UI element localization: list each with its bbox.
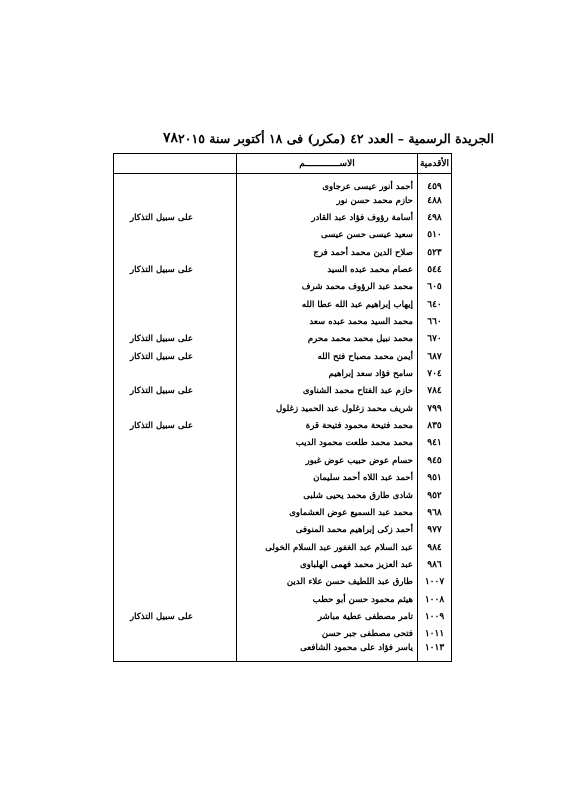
note-cell <box>114 435 237 452</box>
note-cell <box>114 470 237 487</box>
seniority-cell: ٥٢٣ <box>418 244 452 261</box>
seniority-cell: ٧٩٩ <box>418 400 452 417</box>
table-row <box>114 244 452 261</box>
name-cell: محمد عبد السميع عوض العشماوى <box>237 504 418 521</box>
table-row <box>114 279 452 296</box>
note-cell <box>114 227 237 244</box>
name-cell: سامح فؤاد سعد إبراهيم <box>237 365 418 382</box>
table-row <box>114 348 452 365</box>
name-cell: طارق عبد اللطيف حسن علاء الدين <box>237 574 418 591</box>
page-number: ٧٨ <box>163 130 179 146</box>
table-row <box>114 261 452 278</box>
note-cell <box>114 192 237 209</box>
name-cell: محمد نبيل محمد محمد محرم <box>237 331 418 348</box>
table-body <box>114 174 452 662</box>
seniority-cell: ٦٦٠ <box>418 313 452 330</box>
seniority-cell: ٩٥٢ <box>418 487 452 504</box>
name-cell: إيهاب إبراهيم عبد الله عطا الله <box>237 296 418 313</box>
seniority-cell: ١٠٠٨ <box>418 591 452 608</box>
table-row <box>114 417 452 434</box>
name-cell: عبد السلام عبد الغفور عبد السلام الخولى <box>237 539 418 556</box>
note-cell <box>114 522 237 539</box>
seniority-cell: ٩٤٥ <box>418 452 452 469</box>
table-row <box>114 365 452 382</box>
note-cell <box>114 244 237 261</box>
note-cell <box>114 400 237 417</box>
table-row <box>114 313 452 330</box>
table-row <box>114 174 452 193</box>
table-row <box>114 296 452 313</box>
note-column-header <box>114 154 237 174</box>
seniority-cell: ٤٥٩ <box>418 174 452 193</box>
table-row <box>114 574 452 591</box>
seniority-cell: ٦٠٥ <box>418 279 452 296</box>
name-cell: أسامة رؤوف فؤاد عبد القادر <box>237 209 418 226</box>
seniority-cell: ٦٨٧ <box>418 348 452 365</box>
seniority-cell: ٧٠٤ <box>418 365 452 382</box>
seniority-cell: ٥١٠ <box>418 227 452 244</box>
seniority-cell: ٤٨٨ <box>418 192 452 209</box>
note-cell <box>114 556 237 573</box>
seniority-cell: ٩٨٤ <box>418 539 452 556</box>
name-cell: هيثم محمود حسن أبو حطب <box>237 591 418 608</box>
name-cell: شادى طارق محمد يحيى شلبى <box>237 487 418 504</box>
note-cell <box>114 591 237 608</box>
table-row <box>114 209 452 226</box>
table-header-row <box>114 154 452 174</box>
table-row <box>114 487 452 504</box>
seniority-table <box>113 153 452 662</box>
table-row <box>114 539 452 556</box>
name-cell: محمد السيد محمد عبده سعد <box>237 313 418 330</box>
seniority-cell: ٩٨٦ <box>418 556 452 573</box>
note-cell <box>114 487 237 504</box>
note-cell <box>114 539 237 556</box>
name-cell: صلاح الدين محمد أحمد فرج <box>237 244 418 261</box>
note-cell <box>114 174 237 193</box>
table-row <box>114 227 452 244</box>
note-cell: على سبيل التذكار <box>114 209 237 226</box>
name-cell: محمد محمد طلعت محمود الديب <box>237 435 418 452</box>
note-cell <box>114 643 237 662</box>
name-cell: محمد عبد الرؤوف محمد شرف <box>237 279 418 296</box>
name-cell: أحمد أنور عيسى عرجاوى <box>237 174 418 193</box>
name-cell: عصام محمد عبده السيد <box>237 261 418 278</box>
note-cell: على سبيل التذكار <box>114 383 237 400</box>
table-row <box>114 643 452 662</box>
seniority-cell: ٨٣٥ <box>418 417 452 434</box>
note-cell <box>114 626 237 643</box>
note-cell: على سبيل التذكار <box>114 331 237 348</box>
seniority-cell: ١٠١٣ <box>418 643 452 662</box>
name-cell: أحمد عبد اللاه أحمد سليمان <box>237 470 418 487</box>
table-row <box>114 591 452 608</box>
seniority-cell: ٤٩٨ <box>418 209 452 226</box>
note-cell <box>114 452 237 469</box>
table-row <box>114 626 452 643</box>
seniority-cell: ٦٧٠ <box>418 331 452 348</box>
name-cell: أحمد زكى إبراهيم محمد المنوفى <box>237 522 418 539</box>
note-cell: على سبيل التذكار <box>114 417 237 434</box>
name-cell: سعيد عيسى حسن عيسى <box>237 227 418 244</box>
note-cell: على سبيل التذكار <box>114 348 237 365</box>
note-cell <box>114 504 237 521</box>
name-cell: عبد العزيز محمد فهمى الهلباوى <box>237 556 418 573</box>
seniority-cell: ٩٧٧ <box>418 522 452 539</box>
seniority-cell: ٩٤١ <box>418 435 452 452</box>
page-header <box>149 130 494 146</box>
table-row <box>114 435 452 452</box>
note-cell <box>114 313 237 330</box>
note-cell <box>114 296 237 313</box>
seniority-cell: ٧٨٤ <box>418 383 452 400</box>
name-cell: محمد فتيحة محمود فتيحة قرة <box>237 417 418 434</box>
table-row <box>114 400 452 417</box>
seniority-cell: ١٠٠٩ <box>418 608 452 625</box>
name-cell: حازم عبد الفتاح محمد الشناوى <box>237 383 418 400</box>
table-row <box>114 192 452 209</box>
table-row <box>114 383 452 400</box>
name-cell: شريف محمد زغلول عبد الحميد زغلول <box>237 400 418 417</box>
note-cell <box>114 365 237 382</box>
table-row <box>114 556 452 573</box>
table-row <box>114 331 452 348</box>
seniority-cell: ٩٥١ <box>418 470 452 487</box>
table-row <box>114 470 452 487</box>
publication-line: الجريدة الرسمية – العدد ٤٢ (مكرر) فى ١٨ أكتوبر سنة ٢٠١٥ <box>178 130 494 146</box>
note-cell: على سبيل التذكار <box>114 608 237 625</box>
seniority-column-header: الأقدمية <box>418 154 452 174</box>
seniority-cell: ٦٤٠ <box>418 296 452 313</box>
name-cell: ياسر فؤاد على محمود الشافعى <box>237 643 418 662</box>
seniority-cell: ٥٤٤ <box>418 261 452 278</box>
table-row <box>114 608 452 625</box>
seniority-cell: ٩٦٨ <box>418 504 452 521</box>
name-cell: فتحى مصطفى جبر حسن <box>237 626 418 643</box>
note-cell <box>114 279 237 296</box>
name-column-header: الاســـــــــــــم <box>237 154 418 174</box>
note-cell <box>114 574 237 591</box>
table-row <box>114 452 452 469</box>
seniority-cell: ١٠١١ <box>418 626 452 643</box>
name-cell: أيمن محمد مصباح فتح الله <box>237 348 418 365</box>
name-cell: حازم محمد حسن نور <box>237 192 418 209</box>
table-row <box>114 522 452 539</box>
seniority-cell: ١٠٠٧ <box>418 574 452 591</box>
table-row <box>114 504 452 521</box>
name-cell: حسام عوض حبيب عوض غبور <box>237 452 418 469</box>
note-cell: على سبيل التذكار <box>114 261 237 278</box>
name-cell: تامر مصطفى عطية مباشر <box>237 608 418 625</box>
